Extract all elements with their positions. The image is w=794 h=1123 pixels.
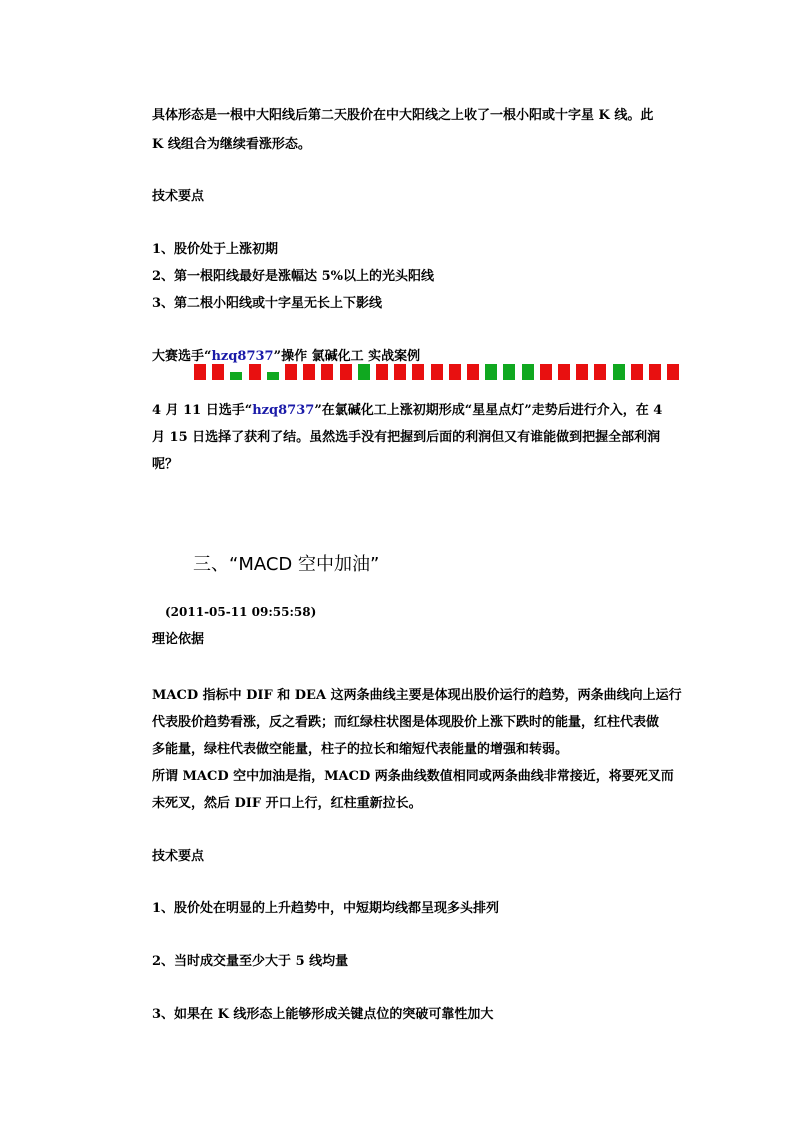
- case-title-prefix: 大赛选手“: [152, 349, 212, 364]
- case-suffix: ”在氯碱化工上涨初期形成“星星点灯”走势后进行介入，在 4: [314, 403, 663, 418]
- list-item: 2、当时成交量至少大于 5 线均量: [152, 954, 349, 969]
- candlestick-strip: [173, 364, 673, 381]
- red-candle: [376, 364, 388, 380]
- green-candle: [503, 364, 515, 380]
- green-candle: [230, 372, 242, 380]
- list-item: 1、股价处在明显的上升趋势中，中短期均线都呈现多头排列: [152, 901, 500, 916]
- green-candle: [613, 364, 625, 380]
- paragraph-line: K 线组合为继续看涨形态。: [152, 137, 311, 152]
- red-candle: [194, 364, 206, 380]
- section-title: 理论依据: [152, 632, 205, 647]
- paragraph-line: 具体形态是一根中大阳线后第二天股价在中大阳线之上收了一根小阳或十字星 K 线。此: [152, 108, 654, 123]
- red-candle: [467, 364, 479, 380]
- red-candle: [449, 364, 461, 380]
- paragraph-line: 所谓 MACD 空中加油是指，MACD 两条曲线数值相同或两条曲线非常接近，将要死叉而: [152, 769, 674, 784]
- section-heading: 三、“MACD 空中加油”: [193, 554, 380, 575]
- case-title-suffix: ”操作 氯碱化工 实战案例: [273, 349, 421, 364]
- paragraph-line: 未死叉，然后 DIF 开口上行，红柱重新拉长。: [152, 796, 422, 811]
- section-title: 技术要点: [152, 189, 205, 204]
- red-candle: [540, 364, 552, 380]
- red-candle: [340, 364, 352, 380]
- red-candle: [631, 364, 643, 380]
- user-link[interactable]: hzq8737: [252, 403, 315, 418]
- paragraph-line: 呢？: [152, 457, 179, 472]
- red-candle: [249, 364, 261, 380]
- red-candle: [667, 364, 679, 380]
- paragraph-line: 月 15 日选择了获利了结。虽然选手没有把握到后面的利润但又有谁能做到把握全部利润: [152, 430, 661, 445]
- red-candle: [394, 364, 406, 380]
- list-item: 2、第一根阳线最好是涨幅达 5%以上的光头阳线: [152, 269, 434, 284]
- paragraph-line: [152, 399, 662, 418]
- green-candle: [267, 372, 279, 380]
- list-item: 1、股价处于上涨初期: [152, 242, 279, 257]
- green-candle: [522, 364, 534, 380]
- paragraph-line: MACD 指标中 DIF 和 DEA 这两条曲线主要是体现出股价运行的趋势，两条曲线向上运行: [152, 688, 682, 703]
- red-candle: [303, 364, 315, 380]
- red-candle: [558, 364, 570, 380]
- red-candle: [431, 364, 443, 380]
- red-candle: [321, 364, 333, 380]
- red-candle: [212, 364, 224, 380]
- list-item: 3、如果在 K 线形态上能够形成关键点位的突破可靠性加大: [152, 1007, 494, 1022]
- timestamp: (2011-05-11 09:55:58): [165, 605, 317, 619]
- case-prefix: 4 月 11 日选手“: [152, 403, 253, 418]
- red-candle: [576, 364, 588, 380]
- red-candle: [285, 364, 297, 380]
- green-candle: [485, 364, 497, 380]
- red-candle: [649, 364, 661, 380]
- list-item: 3、第二根小阳线或十字星无长上下影线: [152, 296, 383, 311]
- green-candle: [358, 364, 370, 380]
- paragraph-line: 多能量，绿柱代表做空能量，柱子的拉长和缩短代表能量的增强和转弱。: [152, 742, 569, 757]
- red-candle: [412, 364, 424, 380]
- section-title: 技术要点: [152, 849, 205, 864]
- paragraph-line: 代表股价趋势看涨，反之看跌；而红绿柱状图是体现股价上涨下跌时的能量，红柱代表做: [152, 715, 660, 730]
- case-title: [152, 345, 420, 364]
- user-link[interactable]: hzq8737: [211, 349, 274, 364]
- red-candle: [594, 364, 606, 380]
